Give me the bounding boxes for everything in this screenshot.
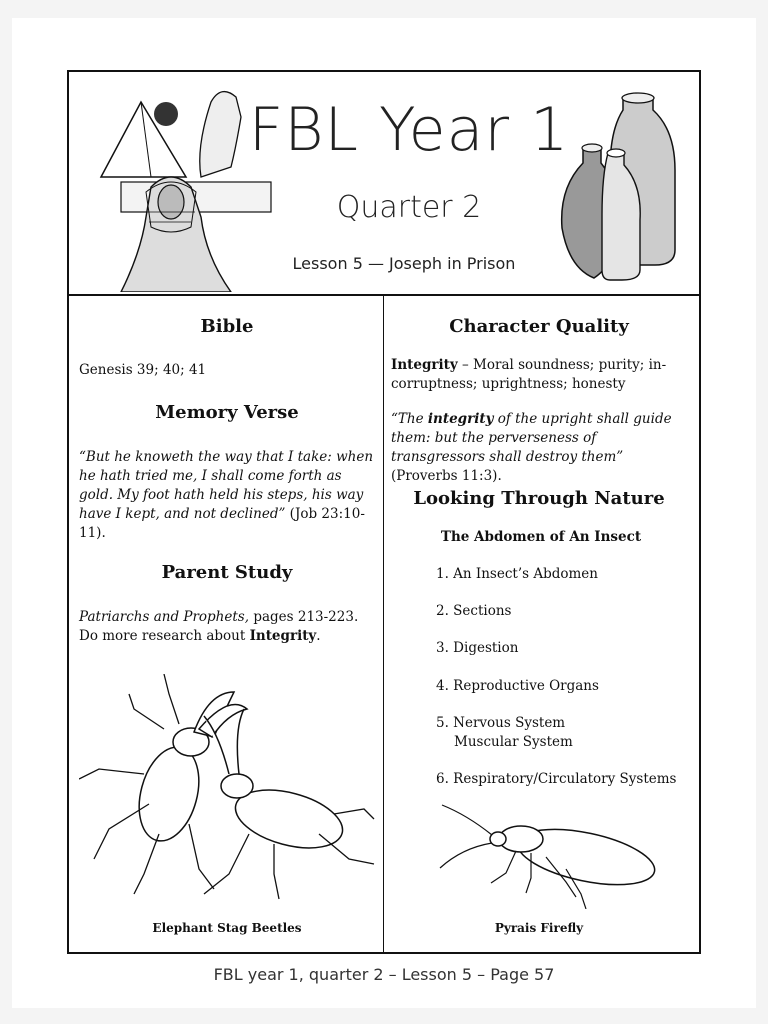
nature-item: 6. Respiratory/Circulatory Systems [436,771,677,787]
nature-subheading: The Abdomen of An Insect [440,529,642,545]
quote-rest: of the upright shall guide them: but the perverseness of transgressors shall destroy them” [391,411,672,465]
jars-illustration [553,88,683,286]
integrity-quote [391,410,685,486]
header-banner [69,72,699,296]
nature-item: 1. An Insect’s Abdomen [436,566,598,582]
quarter-subtitle: Quarter 2 [336,190,482,225]
integrity-definition [391,356,685,394]
quote-reference: (Proverbs 11:3). [391,468,502,484]
quote-start: “The [391,411,424,427]
memory-verse-heading: Memory Verse [155,402,299,423]
parent-study-pages: pages 213-223. [253,609,359,625]
nature-item: 4. Reproductive Organs [436,678,599,694]
bible-text: Genesis 39; 40; 41 [79,362,207,378]
integrity-term: Integrity [391,357,458,373]
nature-item: 3. Digestion [436,640,519,656]
parent-study-heading: Parent Study [161,562,293,583]
bible-heading: Bible [200,316,254,337]
parent-study-text: Patriarchs and Prophets, pages 213-223. Do more research about Integrity. [79,609,359,644]
parent-study-term: Integrity [249,628,317,644]
memory-verse-text [79,448,373,543]
firefly-illustration [436,799,661,909]
nature-heading: Looking Through Nature [413,488,665,509]
quote-term: integrity [427,411,494,427]
page-footer: FBL year 1, quarter 2 – Lesson 5 – Page 57 [213,965,555,984]
stag-beetle-illustration [79,674,379,904]
left-column [79,294,375,954]
memory-verse-reference: (Job 23:10-11). [79,506,365,541]
integrity-def-text: – Moral soundness; purity; in-corruptness; uprightness; honesty [391,357,667,392]
parent-study-book: Patriarchs and Prophets, [79,609,250,625]
column-divider [383,294,384,954]
character-quality-heading: Character Quality [449,316,629,337]
right-column [391,294,687,954]
lesson-title: Lesson 5 — Joseph in Prison [292,254,516,273]
firefly-caption: Pyrais Firefly [494,921,584,935]
parent-study-research: Do more research about [79,628,246,644]
nature-item: 2. Sections [436,603,512,619]
page-title: FBL Year 1 [248,95,570,165]
memory-verse-quote: “But he knoweth the way that I take: when he hath tried me, I shall come forth as gold. My foot hath held his steps, his way have I kept, and not declined” [79,449,374,522]
nature-item: 5. Nervous System [436,715,566,731]
lesson-frame [67,70,701,954]
nature-item: Muscular System [454,734,573,750]
beetle-caption: Elephant Stag Beetles [152,921,302,935]
